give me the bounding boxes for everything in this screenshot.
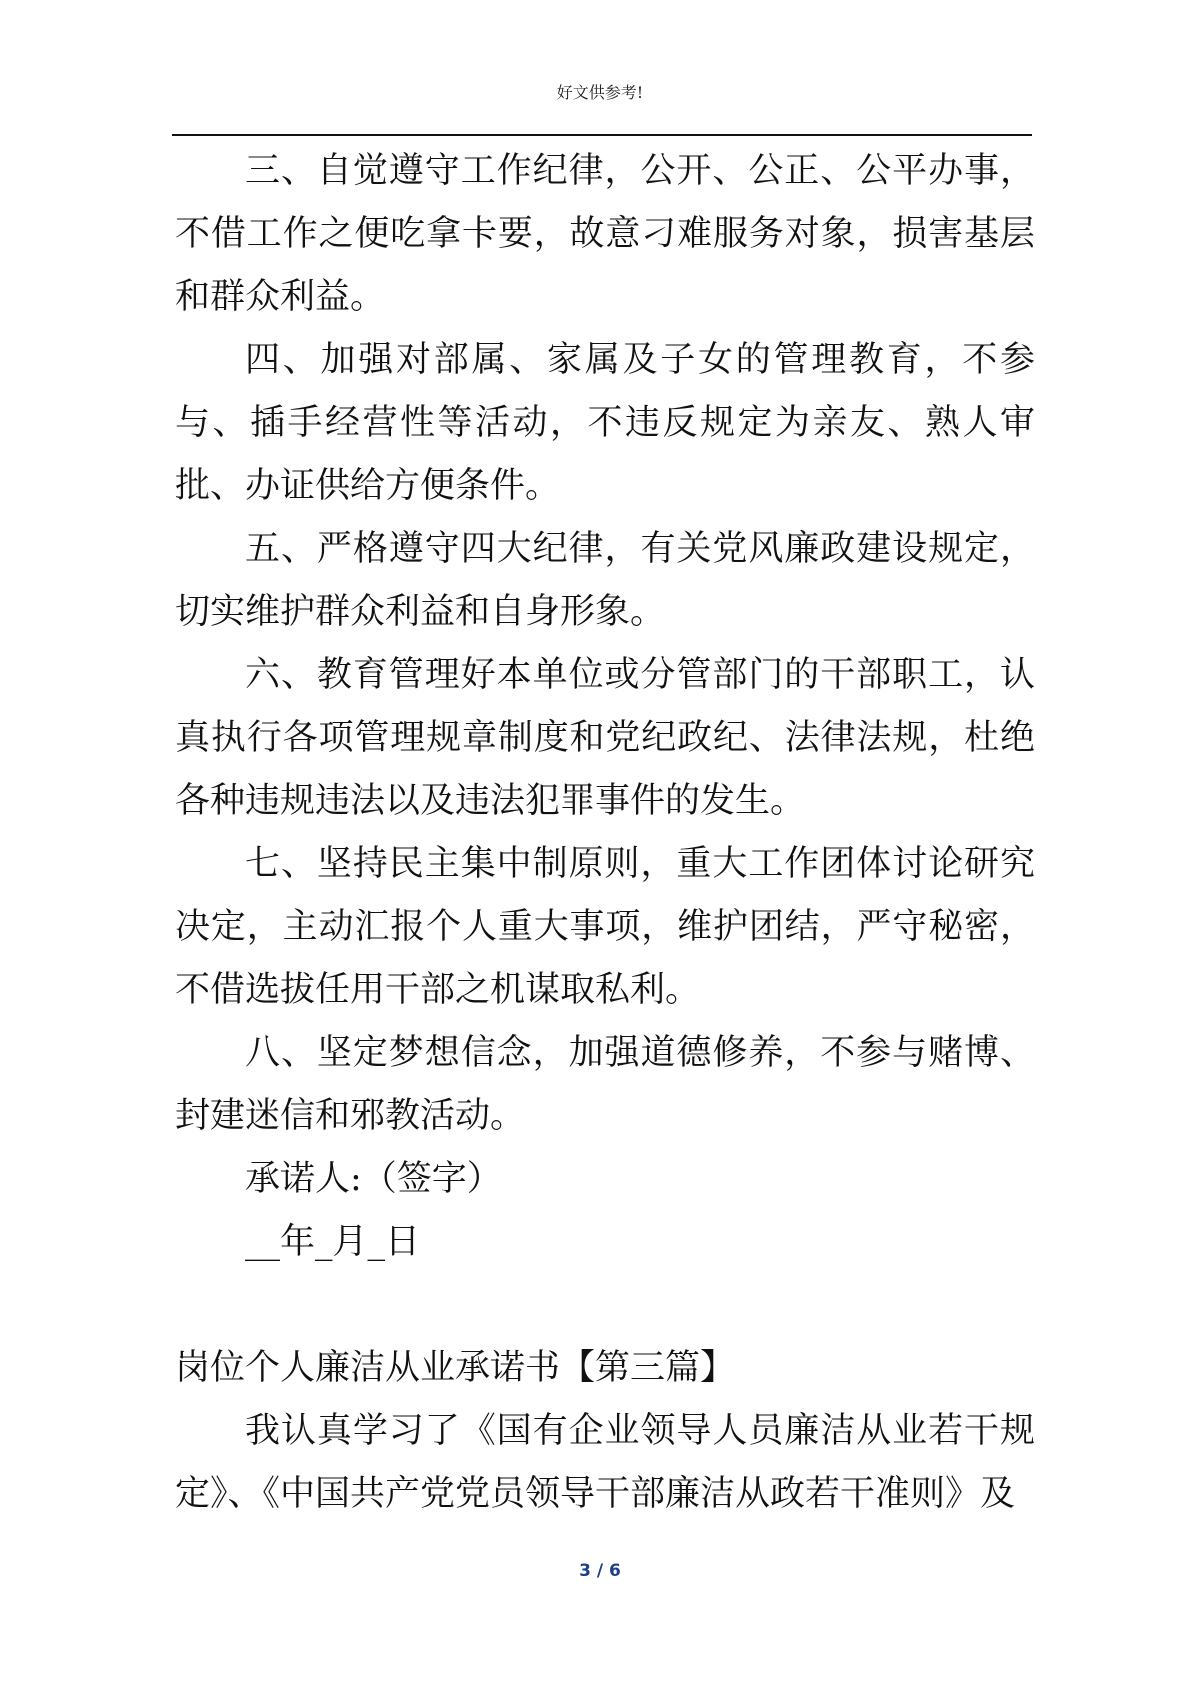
date-line: __年_月_日: [245, 1222, 421, 1262]
page-header: 好文供参考!: [556, 83, 644, 102]
section-title: 岗位个人廉洁从业承诺书【第三篇】: [175, 1348, 736, 1388]
document-body: [175, 140, 1035, 1526]
paragraph-6: 六、教育管理好本单位或分管部门的干部职工，认真执行各项管理规章制度和党纪政纪、法律法规，杜绝各种违规违法以及违法犯罪事件的发生。: [175, 655, 1035, 821]
paragraph-7: 七、坚持民主集中制原则，重大工作团体讨论研究决定，主动汇报个人重大事项，维护团结，严守秘密，不借选拔任用干部之机谋取私利。: [175, 844, 1035, 1010]
paragraph-4: 四、加强对部属、家属及子女的管理教育，不参与、插手经营性等活动，不违反规定为亲友、熟人审批、办证供给方便条件。: [175, 340, 1035, 506]
blank-line: [175, 1274, 1035, 1337]
paragraph-8: 八、坚定梦想信念，加强道德修养，不参与赌博、封建迷信和邪教活动。: [175, 1033, 1035, 1136]
page-indicator: 3 / 6: [579, 1561, 621, 1581]
section-paragraph: 我认真学习了《国有企业领导人员廉洁从业若干规定》、《中国共产党党员领导干部廉洁从政若干准则》及: [175, 1411, 1035, 1514]
header-divider: [172, 134, 1032, 136]
paragraph-5: 五、严格遵守四大纪律，有关党风廉政建设规定，切实维护群众利益和自身形象。: [175, 529, 1035, 632]
paragraph-3: 三、自觉遵守工作纪律，公开、公正、公平办事，不借工作之便吃拿卡要，故意刁难服务对象，损害基层和群众利益。: [175, 151, 1035, 317]
signer-line: 承诺人:（签字）: [245, 1159, 502, 1199]
